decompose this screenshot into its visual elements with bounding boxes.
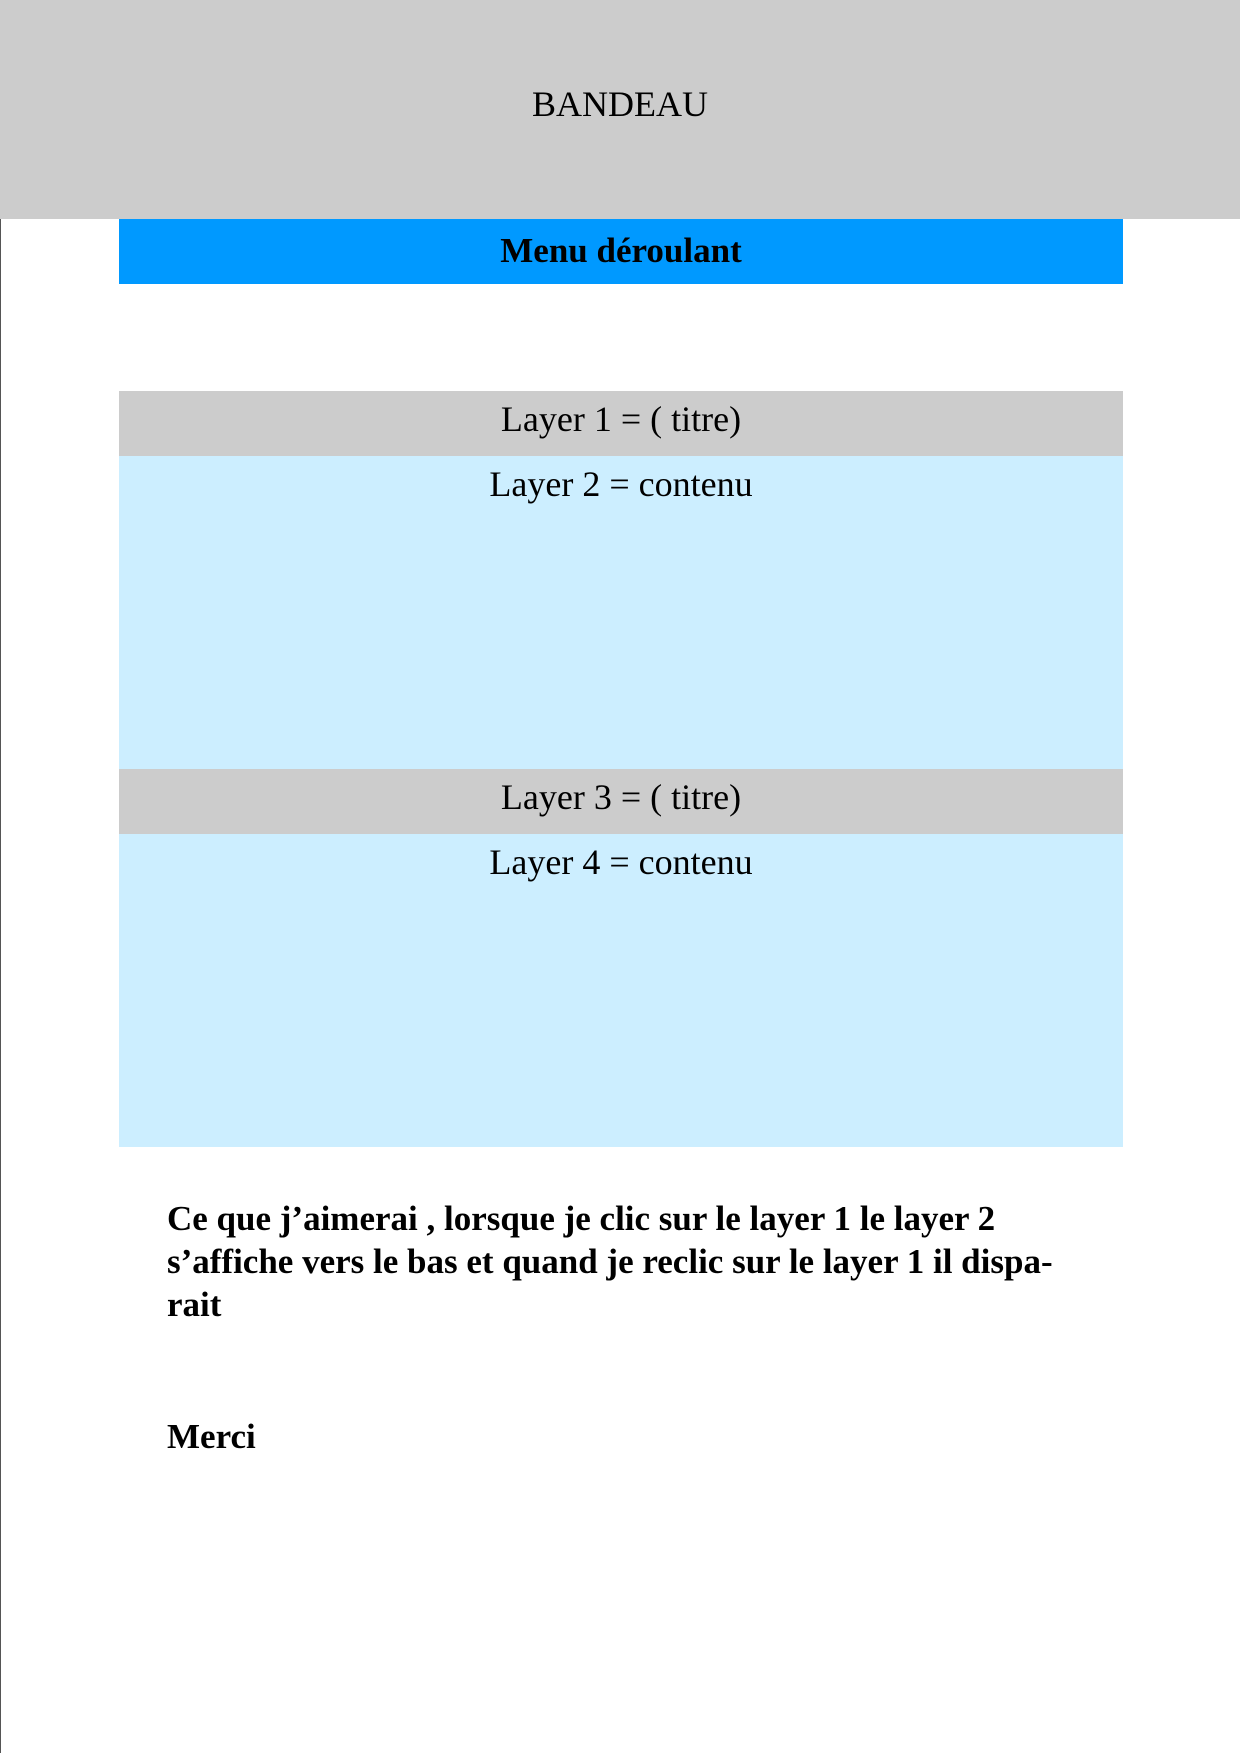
banner-title: BANDEAU [532, 83, 708, 124]
request-message-line-2: s’affiche vers le bas et quand je reclic sur le layer 1 il dispa- [167, 1242, 1053, 1281]
request-message [167, 1197, 1127, 1326]
banner [0, 0, 1240, 219]
thanks-text: Merci [167, 1417, 256, 1456]
request-message-line-3: rait [167, 1285, 222, 1324]
request-message-line-1: Ce que j’aimerai , lorsque je clic sur le layer 1 le layer 2 [167, 1199, 996, 1238]
layer-4-content: Layer 4 = contenu [119, 834, 1123, 1147]
layer-3-title[interactable]: Layer 3 = ( titre) [119, 769, 1123, 834]
layer-2-content: Layer 2 = contenu [119, 456, 1123, 769]
dropdown-menu-title: Menu déroulant [500, 230, 742, 270]
layer-1-title[interactable]: Layer 1 = ( titre) [119, 391, 1123, 456]
dropdown-menu-bar[interactable] [119, 219, 1123, 284]
